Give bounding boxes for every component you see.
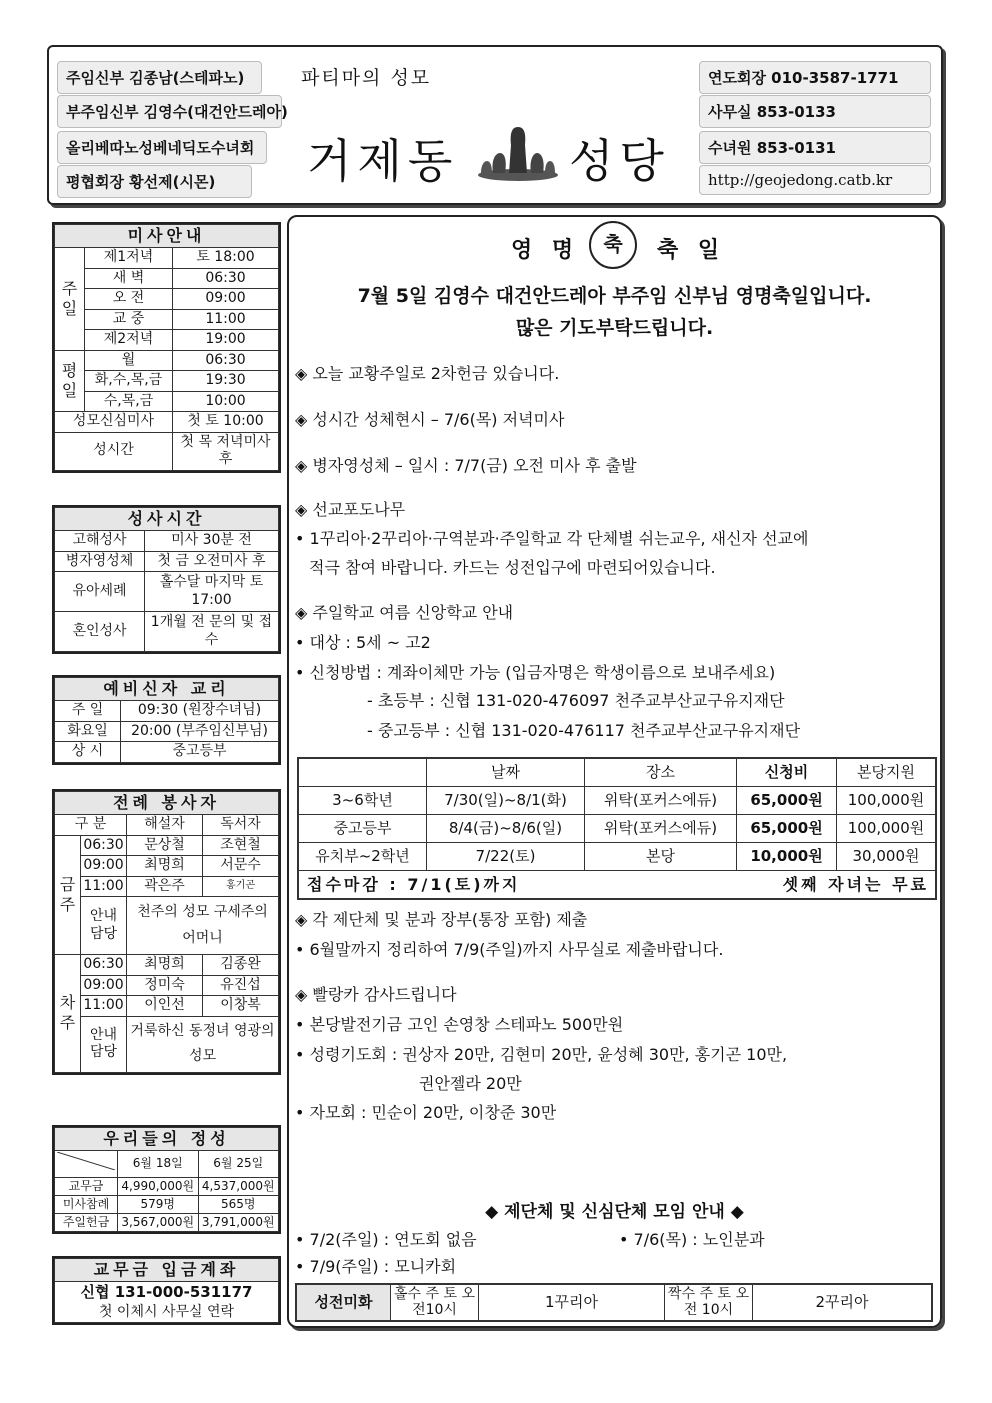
- mass-cell: 성모신심미사: [55, 412, 173, 433]
- palanca-line-1: • 본당발전기금 고인 손영창 스테파노 500만원: [295, 1011, 935, 1040]
- notice-second-collection: ◈ 오늘 교황주일로 2차헌금 있습니다.: [295, 361, 935, 387]
- summer-school-table: [297, 757, 937, 900]
- header-sisters: 올리베따노성베네딕도수녀회: [57, 131, 267, 164]
- school-cell: 중고등부: [299, 815, 427, 843]
- liturgy-servers-table: [52, 789, 281, 1075]
- school-cell: 3~6학년: [299, 787, 427, 815]
- header-office-phone: 사무실 853-0133: [699, 95, 931, 128]
- offering-cell: 미사참례: [55, 1195, 118, 1213]
- school-third-child-free: 셋째 자녀는 무료: [737, 871, 936, 899]
- mass-schedule-table: [52, 222, 281, 473]
- header-assistant-pastor: 부주임신부 김영수(대건안드레아): [57, 95, 282, 128]
- school-cell: 30,000원: [837, 843, 936, 871]
- liturgy-cell: 06:30: [81, 835, 127, 856]
- liturgy-cell: 문상철: [127, 835, 203, 856]
- liturgy-cell: 06:30: [81, 955, 127, 976]
- palanca-line-2b: 권안젤라 20만: [419, 1074, 522, 1093]
- offering-cell: 565명: [198, 1195, 279, 1213]
- liturgy-cell: 조현철: [202, 835, 278, 856]
- header-pastor: 주임신부 김종남(스테파노): [57, 61, 262, 94]
- mass-cell: 제1저녁: [85, 248, 173, 269]
- school-cell: 위탁(포커스에듀): [585, 815, 737, 843]
- cleaning-odd-week: 홀수 주 토 오전10시: [391, 1285, 479, 1321]
- cleaning-even-group: 2꾸리아: [753, 1285, 932, 1321]
- feast-title-b: 축 일: [657, 238, 726, 263]
- offering-corner-cell: [55, 1151, 118, 1178]
- notice-palanca-heading: ◈ 빨랑카 감사드립니다: [295, 982, 935, 1008]
- parish-logo-icon: [473, 123, 563, 183]
- liturgy-header: 해설자: [127, 815, 203, 836]
- school-cell: 10,000원: [737, 843, 837, 871]
- mass-cell: 06:30: [173, 350, 279, 371]
- parish-name-part2: 성당: [569, 134, 670, 188]
- liturgy-guide-cell: 거룩하신 동정녀 영광의 성모: [127, 1016, 279, 1072]
- liturgy-cell: 11:00: [81, 876, 127, 897]
- sacrament-cell: 1개월 전 문의 및 접수: [145, 612, 279, 652]
- sacrament-cell: 홀수달 마지막 토 17:00: [145, 572, 279, 612]
- liturgy-cell: 곽은주: [127, 876, 203, 897]
- notice-mission-body-2: 적극 참여 바랍니다. 카드는 성전입구에 마련되어있습니다.: [309, 558, 716, 577]
- liturgy-guide-label: 안내 담당: [81, 1016, 127, 1072]
- parish-subtitle: 파티마의 성모: [301, 67, 432, 89]
- liturgy-guide-label: 안내 담당: [81, 897, 127, 955]
- mass-cell: 토 18:00: [173, 248, 279, 269]
- sacrament-cell: 유아세례: [55, 572, 145, 612]
- account-note: 첫 이체시 사무실 연락: [55, 1303, 279, 1323]
- mass-cell: 09:00: [173, 289, 279, 310]
- catechumen-table: [52, 675, 281, 765]
- notice-holy-hour: ◈ 성시간 성체현시 – 7/6(목) 저녁미사: [295, 407, 935, 433]
- liturgy-cell: 유진섭: [202, 975, 278, 996]
- liturgy-cell: 홍기곤: [202, 876, 278, 897]
- sacrament-cell: 혼인성사: [55, 612, 145, 652]
- school-cell: 본당: [585, 843, 737, 871]
- palanca-line-3: • 자모회 : 민순이 20만, 이창준 30만: [295, 1099, 935, 1128]
- catechumen-cell: 중고등부: [121, 742, 279, 763]
- liturgy-cell: 이인선: [127, 996, 203, 1017]
- school-header: 날짜: [427, 759, 585, 787]
- school-cell: 100,000원: [837, 815, 936, 843]
- school-header: 장소: [585, 759, 737, 787]
- diagonal-divider: [57, 1152, 115, 1170]
- school-cell: 위탁(포커스에듀): [585, 787, 737, 815]
- liturgy-cell: 최명희: [127, 955, 203, 976]
- liturgy-cell: 09:00: [81, 856, 127, 877]
- feast-badge-icon: 축: [589, 221, 637, 269]
- header-website-link[interactable]: http://geojedong.catb.kr: [699, 165, 931, 195]
- school-cell: 유치부~2학년: [299, 843, 427, 871]
- liturgy-header: 독서자: [202, 815, 278, 836]
- catechumen-cell: 주 일: [55, 701, 121, 722]
- liturgy-cell: 정미숙: [127, 975, 203, 996]
- mass-schedule-title: 미사안내: [55, 225, 279, 248]
- header-council-president: 평협회장 황선제(시몬): [57, 165, 252, 198]
- mass-cell: 06:30: [173, 268, 279, 289]
- school-cell: 8/4(금)~8/6(일): [427, 815, 585, 843]
- offering-cell: 3,791,000원: [198, 1213, 279, 1231]
- liturgy-cell: 11:00: [81, 996, 127, 1017]
- account-number: 신협 131-000-531177: [55, 1282, 279, 1303]
- mass-cell: 19:30: [173, 371, 279, 392]
- summer-school-account-elementary: - 초등부 : 신협 131-020-476097 천주교부산교구유지재단: [367, 691, 785, 710]
- meeting-item: • 7/6(목) : 노인분과: [619, 1226, 929, 1255]
- school-cell: 65,000원: [737, 787, 837, 815]
- offering-date: 6월 25일: [198, 1151, 279, 1178]
- parish-name-part1: 거제동: [307, 134, 459, 188]
- school-header: 본당지원: [837, 759, 936, 787]
- mass-cell: 첫 목 저녁미사 후: [173, 432, 279, 470]
- catechumen-cell: 09:30 (원장수녀님): [121, 701, 279, 722]
- catechumen-cell: 화요일: [55, 721, 121, 742]
- offering-cell: 4,990,000원: [118, 1177, 199, 1195]
- mass-cell: 화,수,목,금: [85, 371, 173, 392]
- sacrament-cell: 고해성사: [55, 531, 145, 552]
- mass-weekday-label: 평일: [55, 350, 85, 412]
- header-convent-phone: 수녀원 853-0131: [699, 131, 931, 164]
- liturgy-title: 전례 봉사자: [55, 792, 279, 815]
- sacrament-cell: 미사 30분 전: [145, 531, 279, 552]
- feast-line-2: 많은 기도부탁드립니다.: [515, 317, 714, 339]
- notice-mission-heading: ◈ 선교포도나무: [295, 497, 935, 523]
- school-header: 신청비: [737, 759, 837, 787]
- mass-cell: 제2저녁: [85, 330, 173, 351]
- palanca-line-2: • 성령기도회 : 권상자 20만, 김현미 20만, 윤성혜 30만, 홍기곤 10만,: [295, 1041, 935, 1070]
- meeting-item: • 7/9(주일) : 모니카회: [295, 1253, 935, 1282]
- catechumen-cell: 상 시: [55, 742, 121, 763]
- liturgy-header: 구 분: [55, 815, 127, 836]
- notice-summer-school-heading: ◈ 주일학교 여름 신앙학교 안내: [295, 600, 935, 626]
- summer-school-account-secondary: - 중고등부 : 신협 131-020-476117 천주교부산교구유지재단: [367, 721, 801, 740]
- feast-title-a: 영 명: [511, 238, 580, 263]
- liturgy-next-week-label: 차주: [55, 955, 81, 1073]
- sacrament-title: 성사시간: [55, 508, 279, 531]
- feast-line-1: 7월 5일 김영수 대건안드레아 부주임 신부님 영명축일입니다.: [357, 285, 872, 307]
- catechumen-title: 예비신자 교리: [55, 678, 279, 701]
- school-cell: 7/30(일)~8/1(화): [427, 787, 585, 815]
- mass-cell: 첫 토 10:00: [173, 412, 279, 433]
- offering-date: 6월 18일: [118, 1151, 199, 1178]
- school-header: [299, 759, 427, 787]
- mass-cell: 19:00: [173, 330, 279, 351]
- school-deadline: 접수마감 : 7/1(토)까지: [299, 871, 737, 899]
- notice-mission-body: • 1꾸리아·2꾸리아·구역분과·주일학교 각 단체별 쉬는교우, 새신자 선교에: [295, 525, 935, 554]
- notice-ledger-heading: ◈ 각 제단체 및 분과 장부(통장 포함) 제출: [295, 907, 935, 933]
- sacrament-table: [52, 505, 281, 654]
- offering-title: 우리들의 정성: [55, 1128, 279, 1151]
- mass-cell: 오 전: [85, 289, 173, 310]
- cleaning-label: 성전미화: [297, 1285, 391, 1321]
- liturgy-cell: 09:00: [81, 975, 127, 996]
- offering-cell: 주일헌금: [55, 1213, 118, 1231]
- offering-cell: 579명: [118, 1195, 199, 1213]
- meetings-title: ◆ 제단체 및 신심단체 모임 안내 ◆: [485, 1202, 744, 1222]
- account-title: 교무금 입금계좌: [55, 1259, 279, 1282]
- mass-cell: 새 벽: [85, 268, 173, 289]
- header-yeondo-phone: 연도회장 010-3587-1771: [699, 61, 931, 94]
- cleaning-schedule: [295, 1283, 933, 1322]
- mass-cell: 10:00: [173, 391, 279, 412]
- bulletin-header: [47, 45, 943, 205]
- mass-cell: 월: [85, 350, 173, 371]
- mass-cell: 성시간: [55, 432, 173, 470]
- liturgy-cell: 이창복: [202, 996, 278, 1017]
- summer-school-method: • 신청방법 : 계좌이체만 가능 (입금자명은 학생이름으로 보내주세요): [295, 659, 935, 688]
- account-box: [52, 1256, 281, 1325]
- liturgy-guide-cell: 천주의 성모 구세주의 어머니: [127, 897, 279, 955]
- school-cell: 100,000원: [837, 787, 936, 815]
- notice-sick-communion: ◈ 병자영성체 – 일시 : 7/7(금) 오전 미사 후 출발: [295, 453, 935, 479]
- offering-table: [52, 1125, 281, 1234]
- liturgy-cell: 서문수: [202, 856, 278, 877]
- liturgy-cell: 최명희: [127, 856, 203, 877]
- cleaning-odd-group: 1꾸리아: [479, 1285, 665, 1321]
- mass-cell: 교 중: [85, 309, 173, 330]
- offering-cell: 3,567,000원: [118, 1213, 199, 1231]
- mass-sunday-label: 주일: [55, 248, 85, 351]
- announcements-panel: [287, 215, 942, 1328]
- summer-school-target: • 대상 : 5세 ~ 고2: [295, 629, 935, 658]
- offering-cell: 교무금: [55, 1177, 118, 1195]
- liturgy-cell: 김종완: [202, 955, 278, 976]
- sacrament-cell: 병자영성체: [55, 551, 145, 572]
- school-cell: 7/22(토): [427, 843, 585, 871]
- liturgy-this-week-label: 금주: [55, 835, 81, 955]
- notice-ledger-body: • 6월말까지 정리하여 7/9(주일)까지 사무실로 제출바랍니다.: [295, 936, 935, 965]
- offering-cell: 4,537,000원: [198, 1177, 279, 1195]
- mass-cell: 수,목,금: [85, 391, 173, 412]
- mass-cell: 11:00: [173, 309, 279, 330]
- catechumen-cell: 20:00 (부주임신부님): [121, 721, 279, 742]
- cleaning-even-week: 짝수 주 토 오전 10시: [665, 1285, 753, 1321]
- school-cell: 65,000원: [737, 815, 837, 843]
- meeting-item: • 7/2(주일) : 연도회 없음: [295, 1226, 625, 1255]
- sacrament-cell: 첫 금 오전미사 후: [145, 551, 279, 572]
